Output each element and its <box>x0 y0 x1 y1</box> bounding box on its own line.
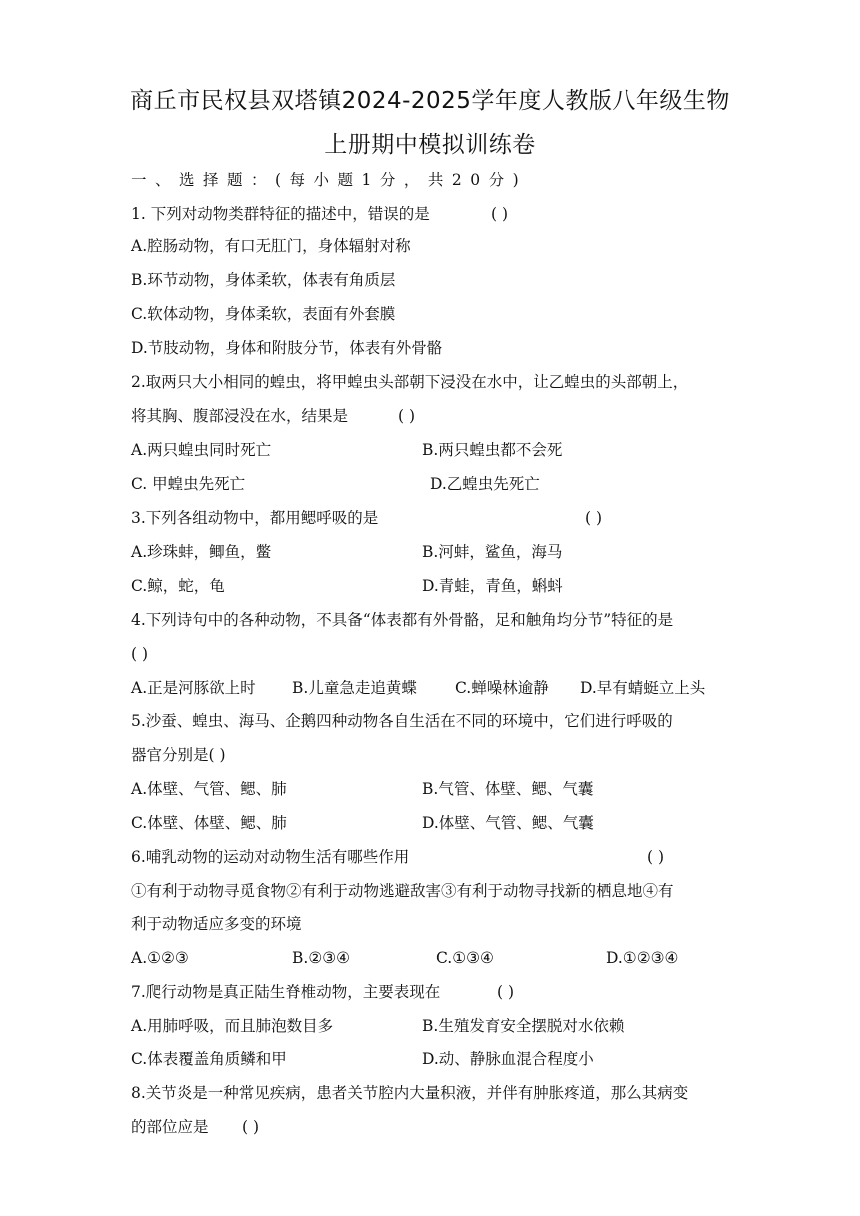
question-8-stem-line-1: 8.关节炎是一种常见疾病，患者关节腔内大量积液，并伴有肿胀疼道，那么其病变 <box>131 1084 689 1102</box>
question-6-answer-blank: ( ) <box>647 848 665 866</box>
question-4-stem: 4.下列诗句中的各种动物，不具备“体表都有外骨骼，足和触角均分节”特征的是 <box>131 611 674 629</box>
question-6-option-c: C.①③④ <box>436 949 494 967</box>
question-4-option-d: D.早有蜻蜓立上头 <box>580 679 706 697</box>
question-7-stem: 7.爬行动物是真正陆生脊椎动物，主要表现在 <box>131 983 441 1001</box>
question-3-option-b: B.河蚌，鲨鱼，海马 <box>422 543 563 561</box>
question-5-stem-line-1: 5.沙蚕、蝗虫、海马、企鹅四种动物各自生活在不同的环境中，它们进行呼吸的 <box>131 712 673 730</box>
question-5-stem-line-2: 器官分别是( ) <box>131 746 226 764</box>
question-5-option-d: D.体壁、气管、鳃、气囊 <box>422 814 594 832</box>
question-6-option-a: A.①②③ <box>131 949 189 967</box>
question-4-option-b: B.儿童急走追黄蝶 <box>292 679 417 697</box>
exam-title-line-1: 商丘市民权县双塔镇2024-2025学年度人教版八年级生物 <box>130 88 730 114</box>
question-6-statements-line-2: 利于动物适应多变的环境 <box>131 915 302 933</box>
question-3-option-c: C.鲸，蛇，龟 <box>131 577 225 595</box>
question-7-option-c: C.体表覆盖角质鳞和甲 <box>131 1050 287 1068</box>
question-6-option-d: D.①②③④ <box>606 949 679 967</box>
section-heading: 一、选择题：(每小题1分，共20分) <box>131 171 528 189</box>
exam-title-line-2: 上册期中模拟训练卷 <box>324 132 536 158</box>
question-2-option-c: C. 甲蝗虫先死亡 <box>131 475 246 493</box>
question-6-option-b: B.②③④ <box>292 949 351 967</box>
question-2-stem-line-1: 2.取两只大小相同的蝗虫，将甲蝗虫头部朝下浸没在水中，让乙蝗虫的头部朝上， <box>131 373 689 391</box>
question-6-statements-line-1: ①有利于动物寻觅食物②有利于动物逃避敌害③有利于动物寻找新的栖息地④有 <box>131 882 674 900</box>
question-2-option-a: A.两只蝗虫同时死亡 <box>131 441 272 459</box>
question-3-option-d: D.青蛙，青鱼，蝌蚪 <box>422 577 563 595</box>
question-4-answer-blank: ( ) <box>131 645 149 663</box>
question-8-stem-line-2: 的部位应是 <box>131 1118 209 1136</box>
question-5-option-a: A.体壁、气管、鳃、肺 <box>131 780 287 798</box>
question-1-option-d: D.节肢动物，身体和附肢分节，体表有外骨骼 <box>131 339 443 357</box>
question-1-option-a: A.腔肠动物，有口无肛门，身体辐射对称 <box>131 237 411 255</box>
question-3-stem: 3.下列各组动物中，都用鳃呼吸的是 <box>131 509 379 527</box>
question-3-option-a: A.珍珠蚌，鲫鱼，鳖 <box>131 543 272 561</box>
question-1-option-c: C.软体动物，身体柔软，表面有外套膜 <box>131 305 396 323</box>
question-7-option-b: B.生殖发育安全摆脱对水依赖 <box>422 1017 625 1035</box>
question-7-option-d: D.动、静脉血混合程度小 <box>422 1050 594 1068</box>
question-6-stem: 6.哺乳动物的运动对动物生活有哪些作用 <box>131 848 410 866</box>
question-2-option-b: B.两只蝗虫都不会死 <box>422 441 563 459</box>
question-7-answer-blank: ( ) <box>497 983 515 1001</box>
question-5-option-c: C.体壁、体壁、鳃、肺 <box>131 814 287 832</box>
question-2-answer-blank: ( ) <box>398 407 416 425</box>
question-1-stem: 1. 下列对动物类群特征的描述中，错误的是 <box>131 205 430 223</box>
question-4-option-c: C.蝉噪林逾静 <box>455 679 549 697</box>
question-2-stem-line-2: 将其胸、腹部浸没在水，结果是 <box>131 407 349 425</box>
question-1-option-b: B.环节动物，身体柔软，体表有角质层 <box>131 271 396 289</box>
question-1-answer-blank: ( ) <box>491 205 509 223</box>
question-3-answer-blank: ( ) <box>585 509 603 527</box>
question-8-answer-blank: ( ) <box>242 1118 260 1136</box>
question-5-option-b: B.气管、体壁、鳃、气囊 <box>422 780 594 798</box>
question-2-option-d: D.乙蝗虫先死亡 <box>430 475 540 493</box>
question-4-option-a: A.正是河豚欲上时 <box>131 679 256 697</box>
question-7-option-a: A.用肺呼吸，而且肺泡数目多 <box>131 1017 334 1035</box>
